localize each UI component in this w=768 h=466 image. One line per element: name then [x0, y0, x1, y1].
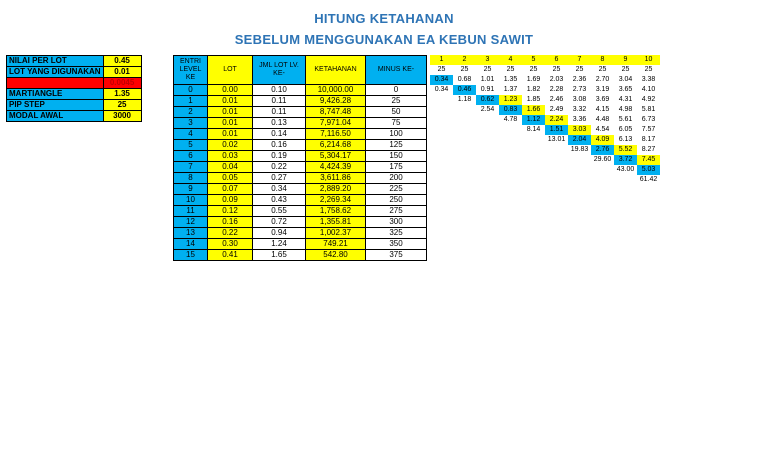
param-label[interactable]: APPLY	[7, 78, 104, 89]
table-row	[174, 140, 427, 151]
matrix-cell[interactable]: 4.78	[503, 116, 518, 123]
table-cell[interactable]: 7	[174, 162, 208, 173]
matrix-cell[interactable]	[430, 135, 453, 145]
column-header: MINUS KE-	[366, 56, 427, 85]
table-cell[interactable]: 0.13	[253, 118, 306, 129]
table-cell[interactable]: 0	[174, 85, 208, 96]
matrix-cell[interactable]: 0.62	[476, 95, 499, 105]
table-row	[174, 151, 427, 162]
matrix-cell[interactable]	[476, 115, 499, 125]
table-cell[interactable]: 25	[366, 96, 427, 107]
table-cell[interactable]: 1,758.62	[306, 206, 366, 217]
matrix-cell[interactable]: 2.46	[549, 96, 564, 103]
matrix-cell[interactable]: 0.83	[499, 105, 522, 115]
matrix-cell[interactable]: 6.13	[618, 136, 633, 143]
table-row	[174, 96, 427, 107]
matrix-header-cell[interactable]: 10	[637, 55, 660, 65]
matrix-cell[interactable]: 7.57	[641, 126, 656, 133]
matrix-cell[interactable]: 3.36	[572, 116, 587, 123]
table-row	[174, 250, 427, 261]
table-cell[interactable]: 7,116.50	[306, 129, 366, 140]
table-cell[interactable]: 125	[366, 140, 427, 151]
matrix-cell[interactable]	[453, 125, 476, 135]
table-cell[interactable]: 3	[174, 118, 208, 129]
param-row	[7, 56, 142, 67]
matrix-cell[interactable]: 1.12	[522, 115, 545, 125]
matrix-cell[interactable]	[499, 145, 522, 155]
matrix-cell[interactable]	[499, 175, 522, 185]
matrix-cell[interactable]: 1.51	[545, 125, 568, 135]
column-header: JML LOT LV. KE-	[253, 56, 306, 85]
param-label[interactable]: MODAL AWAL	[7, 111, 104, 122]
matrix-cell[interactable]: 2.03	[549, 76, 564, 83]
table-cell[interactable]: 1,355.81	[306, 217, 366, 228]
matrix-cell[interactable]: 3.08	[572, 96, 587, 103]
table-cell[interactable]: 10	[174, 195, 208, 206]
table-cell[interactable]: 0.09	[208, 195, 253, 206]
matrix-cell[interactable]: 19.83	[570, 146, 589, 153]
matrix-cell[interactable]: 5.61	[618, 116, 633, 123]
table-cell[interactable]: 10,000.00	[306, 85, 366, 96]
table-cell[interactable]: 0	[366, 85, 427, 96]
param-row	[7, 100, 142, 111]
matrix-cell[interactable]: 6.05	[618, 126, 633, 133]
table-cell[interactable]: 0.34	[253, 184, 306, 195]
table-cell[interactable]: 300	[366, 217, 427, 228]
matrix-cell[interactable]	[453, 175, 476, 185]
matrix-cell[interactable]	[430, 95, 453, 105]
matrix-cell[interactable]: 0.46	[453, 85, 476, 95]
matrix-cell[interactable]	[568, 165, 591, 175]
matrix-cell[interactable]: 3.04	[618, 76, 633, 83]
table-cell[interactable]: 8,747.48	[306, 107, 366, 118]
table-cell[interactable]: 6	[174, 151, 208, 162]
param-row	[7, 89, 142, 100]
matrix-cell[interactable]: 8.17	[641, 136, 656, 143]
matrix-cell[interactable]	[476, 135, 499, 145]
matrix-cell[interactable]: 1.37	[503, 86, 518, 93]
table-cell[interactable]: 0.30	[208, 239, 253, 250]
param-row	[7, 78, 142, 89]
table-cell[interactable]: 0.22	[253, 162, 306, 173]
param-value[interactable]: 0.0045	[103, 78, 141, 89]
matrix-cell[interactable]: 4.15	[595, 106, 610, 113]
table-cell[interactable]: 350	[366, 239, 427, 250]
matrix-cell[interactable]: 3.65	[618, 86, 633, 93]
matrix-cell[interactable]: 25	[621, 66, 630, 73]
table-cell[interactable]: 0.16	[253, 140, 306, 151]
table-cell[interactable]: 3,611.86	[306, 173, 366, 184]
table-cell[interactable]: 1,002.37	[306, 228, 366, 239]
matrix-cell[interactable]: 4.09	[591, 135, 614, 145]
matrix-row	[430, 155, 660, 165]
table-cell[interactable]: 0.04	[208, 162, 253, 173]
table-cell[interactable]: 5	[174, 140, 208, 151]
matrix-row	[430, 145, 660, 155]
page-subtitle: SEBELUM MENGGUNAKAN EA KEBUN SAWIT	[234, 32, 534, 47]
table-cell[interactable]: 2	[174, 107, 208, 118]
matrix-cell[interactable]	[430, 175, 453, 185]
matrix-cell[interactable]: 25	[529, 66, 538, 73]
matrix-row	[430, 165, 660, 175]
matrix-cell[interactable]	[522, 145, 545, 155]
matrix-cell[interactable]	[522, 135, 545, 145]
table-row	[174, 228, 427, 239]
matrix-cell[interactable]: 25	[437, 66, 446, 73]
parameters-table	[6, 55, 142, 122]
table-cell[interactable]: 4,424.39	[306, 162, 366, 173]
matrix-cell[interactable]: 5.81	[641, 106, 656, 113]
matrix-cell[interactable]	[453, 155, 476, 165]
matrix-cell[interactable]: 2.54	[480, 106, 495, 113]
matrix-cell[interactable]	[430, 155, 453, 165]
column-header: LOT	[208, 56, 253, 85]
matrix-cell[interactable]: 2.70	[595, 76, 610, 83]
table-cell[interactable]: 0.14	[253, 129, 306, 140]
matrix-cell[interactable]	[499, 135, 522, 145]
matrix-cell[interactable]: 2.24	[545, 115, 568, 125]
matrix-cell[interactable]	[568, 155, 591, 165]
matrix-cell[interactable]	[476, 125, 499, 135]
resistance-table	[173, 55, 427, 261]
matrix-row	[430, 95, 660, 105]
matrix-cell[interactable]: 2.76	[591, 145, 614, 155]
matrix-cell[interactable]	[476, 145, 499, 155]
matrix-cell[interactable]: 3.03	[568, 125, 591, 135]
matrix-header-cell[interactable]: 7	[568, 55, 591, 65]
table-cell[interactable]: 0.22	[208, 228, 253, 239]
table-row	[174, 162, 427, 173]
matrix-cell[interactable]	[522, 175, 545, 185]
table-cell[interactable]: 542.80	[306, 250, 366, 261]
matrix-cell[interactable]	[522, 155, 545, 165]
matrix-cell[interactable]: 25	[598, 66, 607, 73]
table-cell[interactable]: 175	[366, 162, 427, 173]
table-cell[interactable]: 0.10	[253, 85, 306, 96]
table-cell[interactable]: 150	[366, 151, 427, 162]
matrix-cell[interactable]: 5.03	[637, 165, 660, 175]
matrix-row	[430, 75, 660, 85]
param-label[interactable]: LOT YANG DIGUNAKAN	[7, 67, 104, 78]
table-row	[174, 118, 427, 129]
matrix-cell[interactable]	[476, 165, 499, 175]
table-cell[interactable]: 100	[366, 129, 427, 140]
matrix-cell[interactable]: 1.23	[499, 95, 522, 105]
matrix-cell[interactable]: 4.92	[641, 96, 656, 103]
table-cell[interactable]: 0.72	[253, 217, 306, 228]
table-cell[interactable]: 12	[174, 217, 208, 228]
param-value[interactable]: 1.35	[103, 89, 141, 100]
matrix-cell[interactable]	[499, 155, 522, 165]
matrix-cell[interactable]	[591, 175, 614, 185]
matrix-cell[interactable]: 25	[644, 66, 653, 73]
table-cell[interactable]: 0.00	[208, 85, 253, 96]
matrix-cell[interactable]: 2.04	[568, 135, 591, 145]
matrix-cell[interactable]: 1.69	[526, 76, 541, 83]
param-value[interactable]: 3000	[103, 111, 141, 122]
matrix-cell[interactable]: 4.31	[618, 96, 633, 103]
table-cell[interactable]: 2,269.34	[306, 195, 366, 206]
matrix-cell[interactable]: 13.01	[547, 136, 566, 143]
matrix-cell[interactable]: 4.54	[595, 126, 610, 133]
matrix-cell[interactable]: 1.66	[522, 105, 545, 115]
table-cell[interactable]: 9,426.28	[306, 96, 366, 107]
matrix-header-cell[interactable]: 1	[430, 55, 453, 65]
matrix-cell[interactable]	[430, 125, 453, 135]
matrix-cell[interactable]	[614, 175, 637, 185]
matrix-cell[interactable]: 6.73	[641, 116, 656, 123]
matrix-row	[430, 65, 660, 75]
matrix-cell[interactable]	[545, 155, 568, 165]
matrix-cell[interactable]: 43.00	[616, 166, 635, 173]
matrix-cell[interactable]	[453, 105, 476, 115]
table-cell[interactable]: 6,214.68	[306, 140, 366, 151]
matrix-cell[interactable]: 0.34	[430, 75, 453, 85]
matrix-cell[interactable]: 61.42	[639, 176, 658, 183]
table-cell[interactable]: 225	[366, 184, 427, 195]
matrix-cell[interactable]: 0.68	[457, 76, 472, 83]
matrix-row	[430, 85, 660, 95]
table-cell[interactable]: 0.16	[208, 217, 253, 228]
matrix-row	[430, 125, 660, 135]
table-cell[interactable]: 749.21	[306, 239, 366, 250]
table-cell[interactable]: 15	[174, 250, 208, 261]
table-cell[interactable]: 1.65	[253, 250, 306, 261]
matrix-cell[interactable]	[545, 145, 568, 155]
matrix-cell[interactable]	[453, 115, 476, 125]
matrix-cell[interactable]	[522, 165, 545, 175]
table-cell[interactable]: 325	[366, 228, 427, 239]
matrix-cell[interactable]: 1.01	[480, 76, 495, 83]
table-cell[interactable]: 7,971.04	[306, 118, 366, 129]
table-cell[interactable]: 0.07	[208, 184, 253, 195]
table-cell[interactable]: 11	[174, 206, 208, 217]
table-cell[interactable]: 0.01	[208, 129, 253, 140]
matrix-row	[430, 115, 660, 125]
table-cell[interactable]: 0.11	[253, 96, 306, 107]
matrix-cell[interactable]	[430, 145, 453, 155]
table-cell[interactable]: 0.01	[208, 107, 253, 118]
matrix-cell[interactable]: 25	[552, 66, 561, 73]
param-value[interactable]: 0.45	[103, 56, 141, 67]
matrix-cell[interactable]	[591, 165, 614, 175]
param-value[interactable]: 0.01	[103, 67, 141, 78]
matrix-cell[interactable]: 3.19	[595, 86, 610, 93]
table-cell[interactable]: 200	[366, 173, 427, 184]
matrix-cell[interactable]: 1.82	[526, 86, 541, 93]
table-cell[interactable]: 0.41	[208, 250, 253, 261]
matrix-cell[interactable]: 25	[506, 66, 515, 73]
matrix-cell[interactable]: 5.52	[614, 145, 637, 155]
matrix-row	[430, 135, 660, 145]
matrix-cell[interactable]: 4.10	[641, 86, 656, 93]
table-cell[interactable]: 5,304.17	[306, 151, 366, 162]
matrix-cell[interactable]: 0.34	[434, 86, 449, 93]
matrix-cell[interactable]: 2.49	[549, 106, 564, 113]
matrix-cell[interactable]	[453, 145, 476, 155]
param-row	[7, 67, 142, 78]
table-cell[interactable]: 0.19	[253, 151, 306, 162]
table-cell[interactable]: 2,889.20	[306, 184, 366, 195]
matrix-cell[interactable]	[499, 125, 522, 135]
matrix-cell[interactable]	[476, 155, 499, 165]
matrix-row	[430, 175, 660, 185]
param-label[interactable]: PIP STEP	[7, 100, 104, 111]
matrix-cell[interactable]: 1.85	[526, 96, 541, 103]
matrix-cell[interactable]	[545, 175, 568, 185]
matrix-cell[interactable]: 3.38	[641, 76, 656, 83]
matrix-cell[interactable]: 25	[483, 66, 492, 73]
matrix-header-cell[interactable]: 2	[453, 55, 476, 65]
param-row	[7, 111, 142, 122]
table-cell[interactable]: 0.01	[208, 96, 253, 107]
table-row	[174, 184, 427, 195]
matrix-cell[interactable]	[430, 165, 453, 175]
table-cell[interactable]: 14	[174, 239, 208, 250]
param-value[interactable]: 25	[103, 100, 141, 111]
param-label[interactable]: MARTIANGLE	[7, 89, 104, 100]
table-cell[interactable]: 0.02	[208, 140, 253, 151]
matrix-header-row	[430, 55, 660, 65]
table-row	[174, 107, 427, 118]
matrix-cell[interactable]: 4.48	[595, 116, 610, 123]
matrix-cell[interactable]: 29.60	[593, 156, 612, 163]
matrix-cell[interactable]: 0.91	[480, 86, 495, 93]
matrix-cell[interactable]: 1.18	[457, 96, 472, 103]
matrix-cell[interactable]	[568, 175, 591, 185]
matrix-header-cell[interactable]: 6	[545, 55, 568, 65]
column-header: KETAHANAN	[306, 56, 366, 85]
matrix-header-cell[interactable]: 4	[499, 55, 522, 65]
table-cell[interactable]: 0.05	[208, 173, 253, 184]
table-row	[174, 129, 427, 140]
matrix-row	[430, 105, 660, 115]
matrix-cell[interactable]: 3.32	[572, 106, 587, 113]
table-cell[interactable]: 0.03	[208, 151, 253, 162]
lot-matrix-table	[430, 55, 660, 185]
matrix-cell[interactable]	[453, 135, 476, 145]
matrix-cell[interactable]: 8.14	[526, 126, 541, 133]
matrix-header-cell[interactable]: 5	[522, 55, 545, 65]
page-title: HITUNG KETAHANAN	[314, 11, 454, 26]
matrix-cell[interactable]: 3.69	[595, 96, 610, 103]
matrix-cell[interactable]	[430, 115, 453, 125]
param-label[interactable]: NILAI PER LOT	[7, 56, 104, 67]
table-cell[interactable]: 0.43	[253, 195, 306, 206]
matrix-header-cell[interactable]: 3	[476, 55, 499, 65]
table-row	[174, 206, 427, 217]
table-cell[interactable]: 0.11	[253, 107, 306, 118]
matrix-header-cell[interactable]: 8	[591, 55, 614, 65]
table-row	[174, 85, 427, 96]
table-cell[interactable]: 75	[366, 118, 427, 129]
table-row	[174, 217, 427, 228]
matrix-cell[interactable]: 8.27	[641, 146, 656, 153]
table-cell[interactable]: 1	[174, 96, 208, 107]
table-cell[interactable]: 8	[174, 173, 208, 184]
matrix-cell[interactable]: 3.72	[614, 155, 637, 165]
matrix-cell[interactable]: 25	[575, 66, 584, 73]
table-cell[interactable]: 275	[366, 206, 427, 217]
table-cell[interactable]: 4	[174, 129, 208, 140]
table-row	[174, 173, 427, 184]
matrix-cell[interactable]: 2.28	[549, 86, 564, 93]
table-row	[174, 239, 427, 250]
matrix-cell[interactable]	[430, 105, 453, 115]
matrix-cell[interactable]	[499, 165, 522, 175]
matrix-cell[interactable]: 1.35	[503, 76, 518, 83]
column-header: ENTRI LEVEL KE	[174, 56, 208, 85]
matrix-cell[interactable]: 25	[460, 66, 469, 73]
table-cell[interactable]: 0.27	[253, 173, 306, 184]
table-cell[interactable]: 0.12	[208, 206, 253, 217]
table-row	[174, 195, 427, 206]
table-cell[interactable]: 9	[174, 184, 208, 195]
matrix-cell[interactable]	[545, 165, 568, 175]
matrix-cell[interactable]: 2.36	[572, 76, 587, 83]
table-cell[interactable]: 0.55	[253, 206, 306, 217]
table-cell[interactable]: 1.24	[253, 239, 306, 250]
matrix-cell[interactable]	[453, 165, 476, 175]
table-cell[interactable]: 250	[366, 195, 427, 206]
matrix-cell[interactable]: 4.98	[618, 106, 633, 113]
matrix-header-cell[interactable]: 9	[614, 55, 637, 65]
table-cell[interactable]: 50	[366, 107, 427, 118]
matrix-cell[interactable]: 7.45	[637, 155, 660, 165]
matrix-cell[interactable]	[476, 175, 499, 185]
table-cell[interactable]: 0.94	[253, 228, 306, 239]
table-cell[interactable]: 13	[174, 228, 208, 239]
table-cell[interactable]: 375	[366, 250, 427, 261]
table-cell[interactable]: 0.01	[208, 118, 253, 129]
matrix-cell[interactable]: 2.73	[572, 86, 587, 93]
